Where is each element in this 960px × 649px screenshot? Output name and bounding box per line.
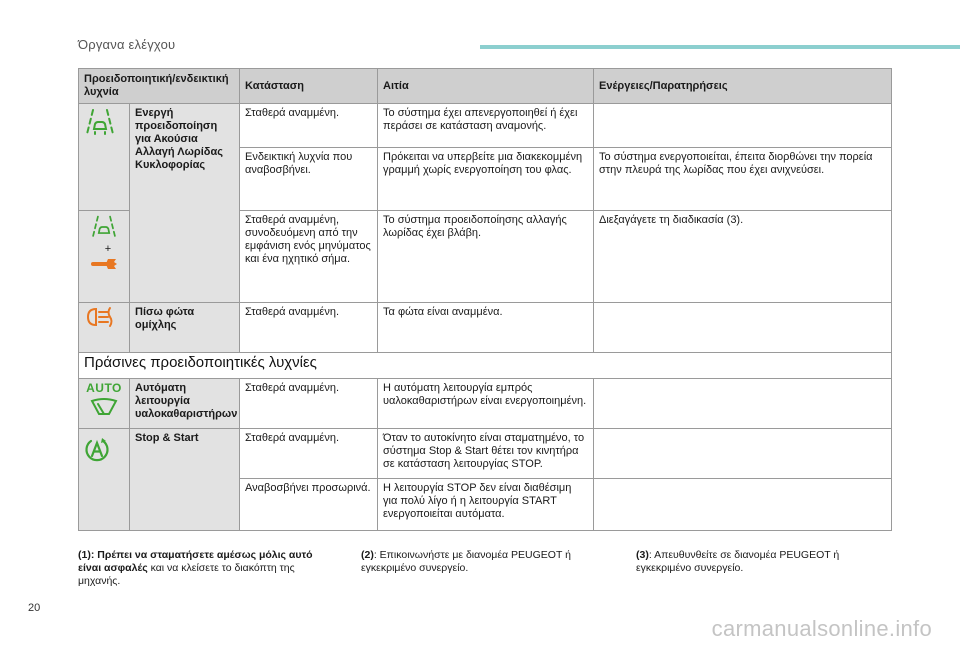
col-header-light: Προειδοποιητική/ενδεικτική λυχνία (79, 69, 240, 104)
section-header-title: Όργανα ελέγχου (78, 37, 176, 52)
stop-start-state-2: Αναβοσβήνει προσωρινά. (240, 479, 378, 531)
warning-lights-table (78, 68, 892, 531)
auto-wipers-cause: Η αυτόματη λειτουργία εμπρός υαλοκαθαριστήρων είναι ενεργοποιημένη. (378, 379, 594, 429)
lane-keep-action-2: Το σύστημα ενεργοποιείται, έπειτα διορθώνει την πορεία στην πλευρά της λωρίδας που έχει ανιχνεύσει. (594, 148, 892, 211)
section-row (79, 353, 892, 379)
rear-fog-cause: Τα φώτα είναι αναμμένα. (378, 303, 594, 353)
table-row (79, 303, 892, 353)
footnote-2 (361, 549, 591, 575)
page-number: 20 (28, 602, 41, 614)
footnote-2-text: : Επικοινωνήστε με διανομέα PEUGEOT ή εγκεκριμένο συνεργείο. (361, 549, 571, 574)
wrench-icon (89, 258, 119, 270)
stop-start-action-2 (594, 479, 892, 531)
watermark: carmanualsonline.info (711, 616, 932, 641)
rear-fog-state: Σταθερά αναμμένη. (240, 303, 378, 353)
stop-start-action-1 (594, 429, 892, 479)
auto-wipers-icon-cell (79, 379, 130, 429)
windscreen-wiper-icon (89, 396, 119, 416)
footnote-1-text: και να κλείσετε το διακόπτη της μηχανής. (78, 562, 295, 587)
footnote-2-ref: (2) (361, 549, 374, 561)
col-header-cause: Αιτία (378, 69, 594, 104)
stop-start-icon-cell (79, 429, 130, 531)
col-header-action: Ενέργειες/Παρατηρήσεις (594, 69, 892, 104)
plus-sign: + (104, 243, 112, 255)
lane-departure-icon (90, 214, 118, 240)
rear-fog-light-icon (84, 306, 116, 328)
stop-start-icon (84, 437, 110, 463)
lane-keep-cause-3: Το σύστημα προειδοποίησης αλλαγής λωρίδας έχει βλάβη. (378, 211, 594, 303)
lane-keep-state-2: Ενδεικτική λυχνία που αναβοσβήνει. (240, 148, 378, 211)
footnote-1-bold: : Πρέπει να σταματήσετε αμέσως μόλις αυτό είναι ασφαλές (78, 549, 313, 574)
rear-fog-name: Πίσω φώτα ομίχλης (130, 303, 240, 353)
lane-keep-action-1 (594, 104, 892, 148)
lane-keep-cause-2: Πρόκειται να υπερβείτε μια διακεκομμένη γραμμή χωρίς ενεργοποίηση του φλας. (378, 148, 594, 211)
auto-wipers-name: Αυτόματη λειτουργία υαλοκαθαριστήρων (130, 379, 240, 429)
stop-start-state-1: Σταθερά αναμμένη. (240, 429, 378, 479)
lane-departure-icon (84, 107, 116, 137)
table-row (79, 379, 892, 429)
lane-keep-icon-cell (79, 104, 130, 211)
lane-keep-action-3: Διεξαγάγετε τη διαδικασία (3). (594, 211, 892, 303)
auto-wipers-action (594, 379, 892, 429)
rear-fog-icon-cell (79, 303, 130, 353)
lane-keep-name: Ενεργή προειδοποίηση για Ακούσια Αλλαγή Λωρίδας Κυκλοφορίας (130, 104, 240, 303)
stop-start-cause-1: Όταν το αυτοκίνητο είναι σταματημένο, το σύστημα Stop & Start θέτει τον κινητήρα σε κατάσταση λειτουργίας STOP. (378, 429, 594, 479)
table-row (79, 104, 892, 148)
footnote-1 (78, 549, 328, 588)
auto-label: AUTO (86, 381, 122, 395)
rear-fog-action (594, 303, 892, 353)
green-lights-section-title: Πράσινες προειδοποιητικές λυχνίες (79, 353, 892, 379)
lane-keep-state-1: Σταθερά αναμμένη. (240, 104, 378, 148)
auto-wipers-state: Σταθερά αναμμένη. (240, 379, 378, 429)
lane-keep-state-3: Σταθερά αναμμένη, συνοδευόμενη από την εμφάνιση ενός μηνύματος και ένα ηχητικό σήμα. (240, 211, 378, 303)
lane-keep-cause-1: Το σύστημα έχει απενεργοποιηθεί ή έχει περάσει σε κατάσταση αναμονής. (378, 104, 594, 148)
footnote-3 (636, 549, 866, 575)
footnote-1-ref: (1) (78, 549, 91, 561)
lane-keep-fault-icon-cell (79, 211, 130, 303)
footnote-3-text: : Απευθυνθείτε σε διανομέα PEUGEOT ή εγκεκριμένο συνεργείο. (636, 549, 840, 574)
table-row (79, 429, 892, 479)
stop-start-cause-2: Η λειτουργία STOP δεν είναι διαθέσιμη για πολύ λίγο ή η λειτουργία START ενεργοποιείται αυτόματα. (378, 479, 594, 531)
stop-start-name: Stop & Start (130, 429, 240, 531)
header-accent-bar (480, 45, 960, 49)
footnote-3-ref: (3) (636, 549, 649, 561)
col-header-state: Κατάσταση (240, 69, 378, 104)
table-header-row (79, 69, 892, 104)
